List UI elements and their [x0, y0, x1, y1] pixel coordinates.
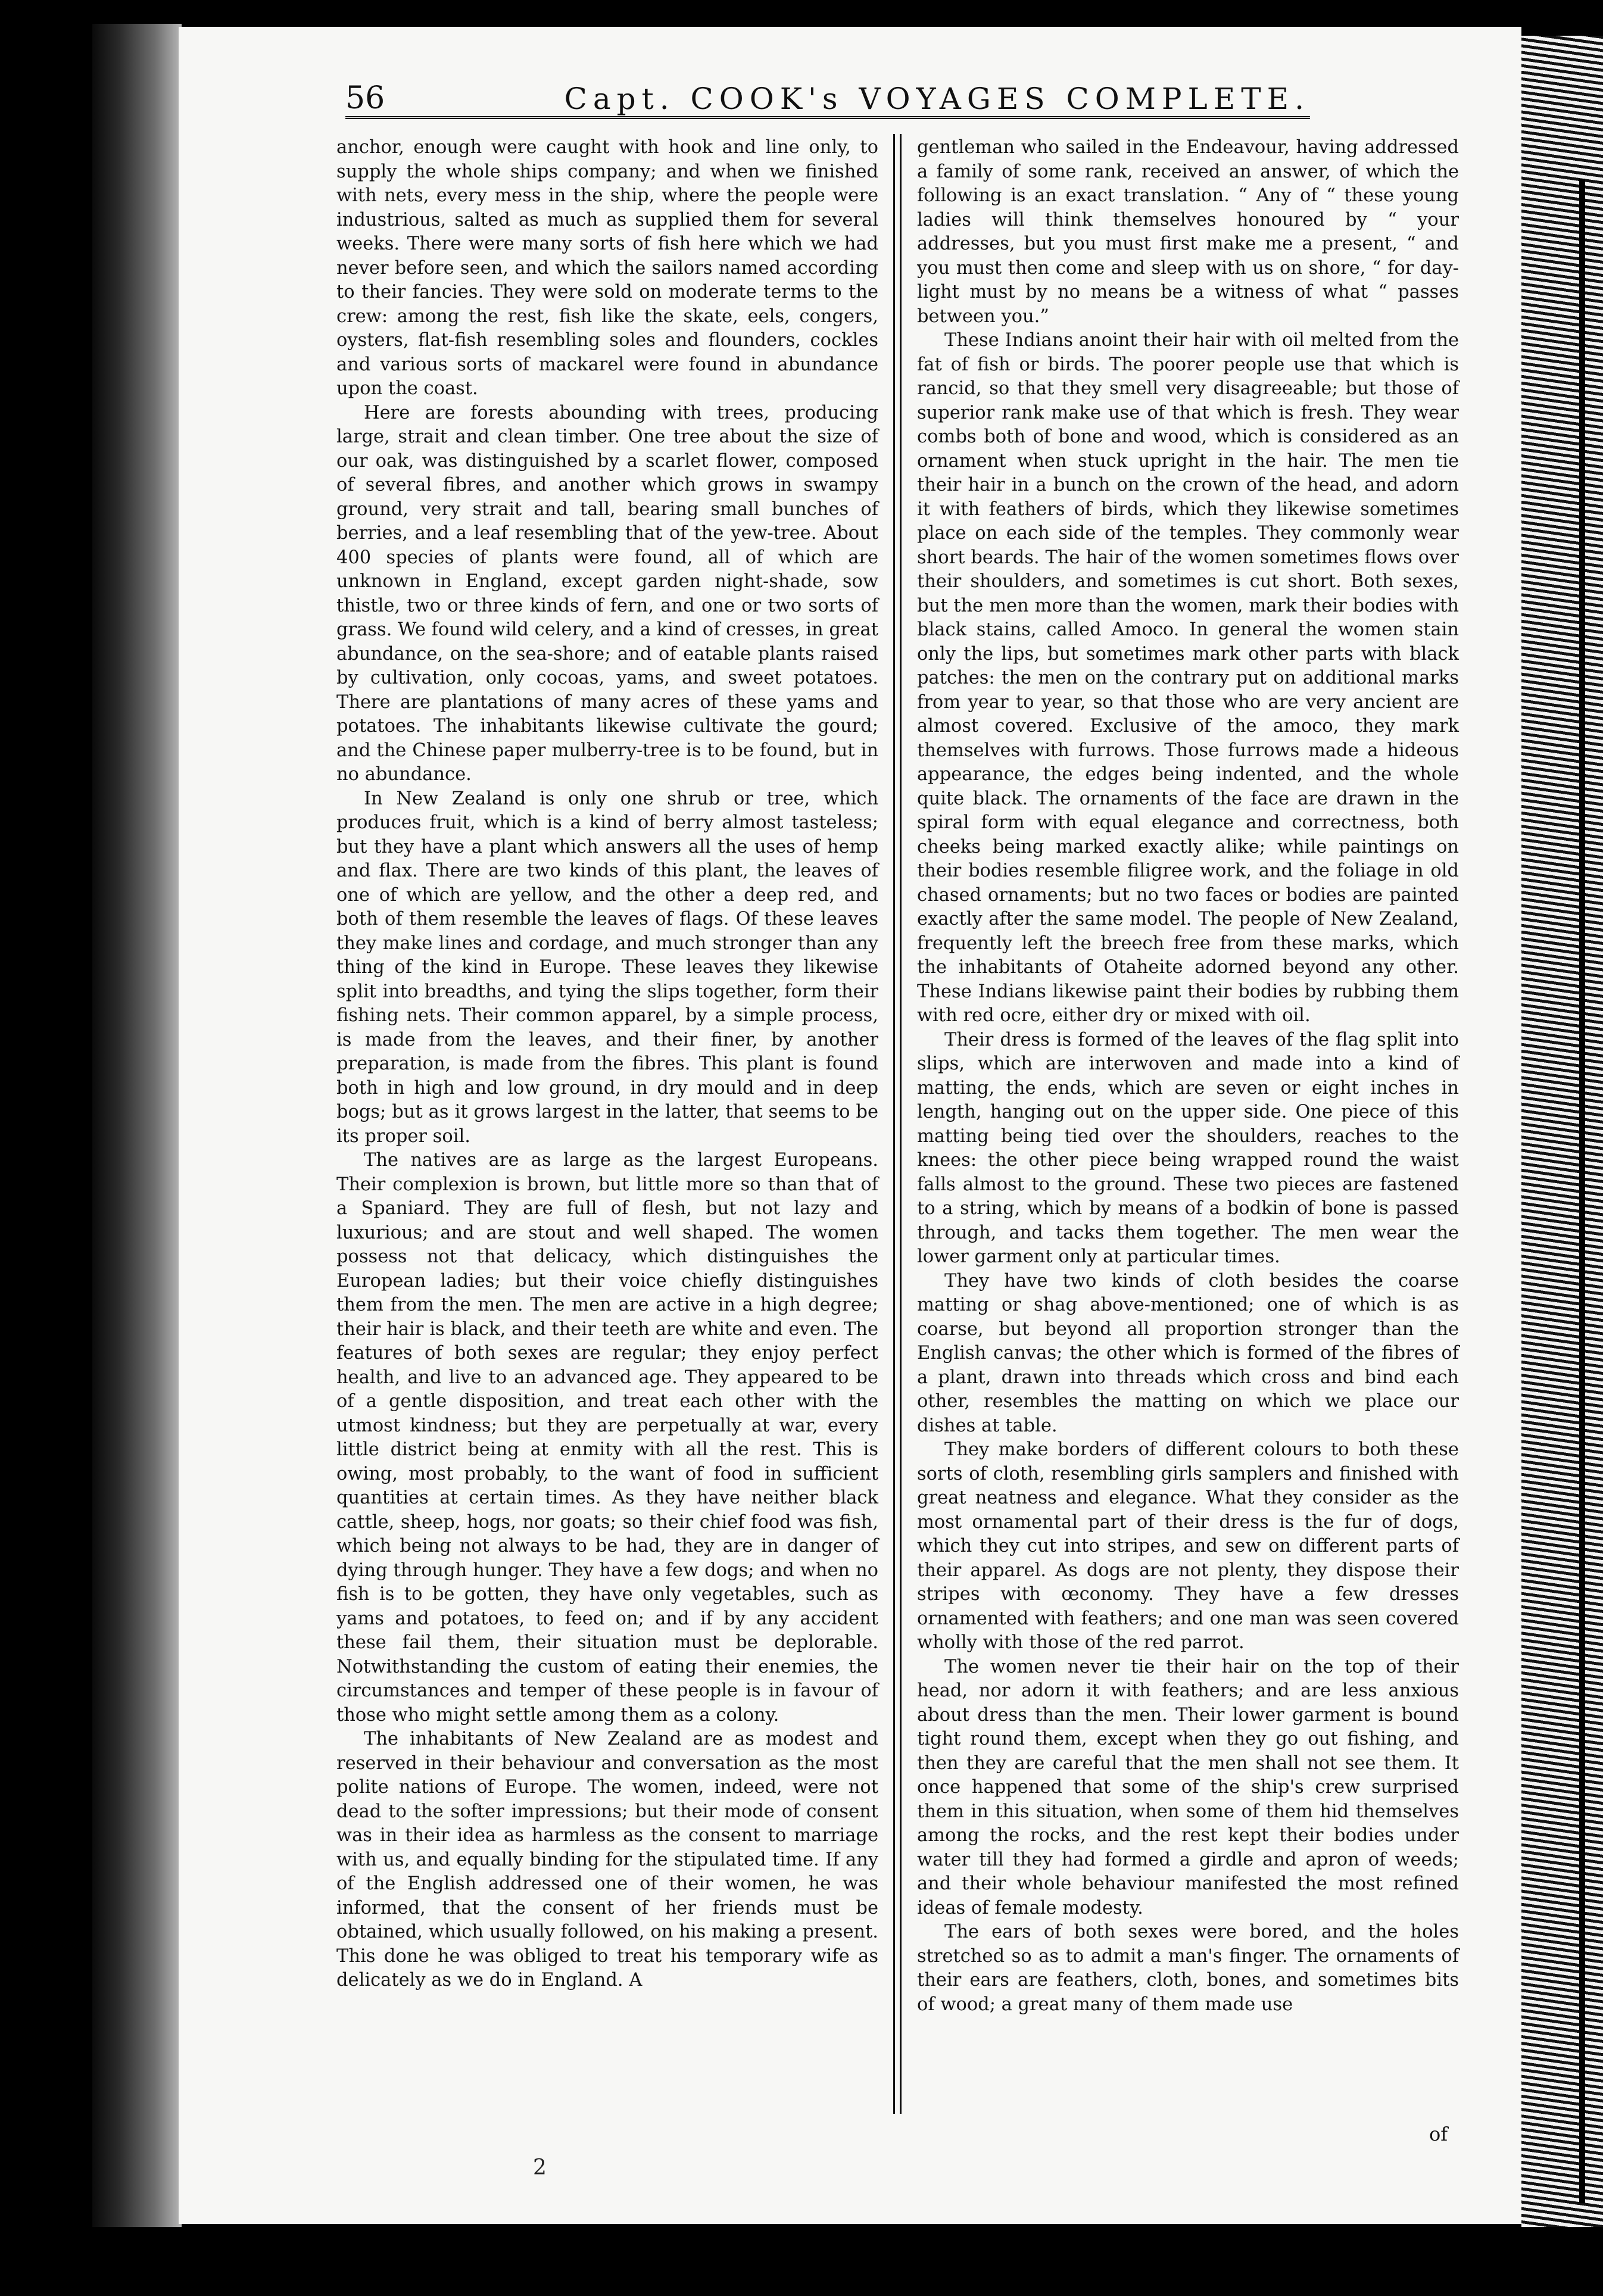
paragraph: gentleman who sailed in the Endeavour, having addressed a family of some rank, received an answer, of which the following is an exact translation. “ Any of “ these young ladies will think themselves honoured by “ your addresses, but you must first make me a present, “ and you must then come and sleep with us on shore, “ for day-light must by no means be a witness of what “ passes between you.” [917, 137, 1459, 327]
paragraph: The inhabitants of New Zealand are as modest and reserved in their behaviour and conversation as the most polite nations of Europe. The women, indeed, were not dead to the softer impressions; but their mode of consent was in their idea as harmless as the consent to marriage with us, and equally binding for the stipulated time. If any of the English addressed one of their women, he was informed, that the consent of her friends must be obtained, which usually followed, on his making a present. This done he was obliged to treat his temporary wife as delicately as we do in England. A [336, 1729, 878, 1991]
paragraph: The natives are as large as the largest Europeans. Their complexion is brown, but little more so than that of a Spaniard. They are full of flesh, but not lazy and luxurious; and are stout and well shaped. The women possess not that delicacy, which distinguishes the European ladies; but their voice chiefly distinguishes them from the men. The men are active in a high degree; their hair is black, and their teeth are white and even. The features of both sexes are regular; they enjoy perfect health, and live to an advanced age. They appeared to be of a gentle disposition, and treat each other with the utmost kindness; but they are perpetually at war, every little district being at enmity with all the rest. This is owing, most probably, to the want of food in sufficient quantities at certain times. As they have neither black cattle, sheep, hogs, nor goats; so their chief food was fish, which being not always to be had, they are in danger of dying through hunger. They have a few dogs; and when no fish is to be gotten, they have only vegetables, such as yams and potatoes, to feed on; and if by any accident these fail them, their situation must be deplorable. Notwithstanding the custom of eating their enemies, the circumstances and temper of these people is in favour of those who might settle among them as a colony. [336, 1150, 878, 1726]
page-number: 56 [345, 80, 385, 116]
paragraph: Here are forests abounding with trees, producing large, strait and clean timber. One tree about the size of our oak, was distinguished by a scarlet flower, composed of several fibres, and another which grows in swampy ground, very strait and tall, bearing small bunches of berries, and a leaf resembling that of the yew-tree. About 400 species of plants were found, all of which are unknown in England, except garden night-shade, sow thistle, two or three kinds of fern, and one or two sorts of grass. We found wild celery, and a kind of cresses, in great abundance, on the sea-shore; and of eatable plants raised by cultivation, only cocoas, yams, and sweet potatoes. There are plantations of many acres of these yams and potatoes. The inhabitants likewise cultivate the gourd; and the Chinese paper mulberry-tree is to be found, but in no abundance. [336, 402, 878, 785]
paragraph: In New Zealand is only one shrub or tree, which produces fruit, which is a kind of berry almost tasteless; but they have a plant which answers all the uses of hemp and flax. There are two kinds of this plant, the leaves of one of which are yellow, and the other a deep red, and both of them resemble the leaves of flags. Of these leaves they make lines and cordage, and much stronger than any thing of the kind in Europe. These leaves they likewise split into breadths, and tying the slips together, form their fishing nets. Their common apparel, by a simple process, is made from the leaves, and their finer, by another preparation, is made from the fibres. This plant is found both in high and low ground, in dry mould and in deep bogs; but as it grows largest in the latter, that seems to be its proper soil. [336, 788, 878, 1147]
signature-mark: 2 [533, 2155, 547, 2180]
left-text-column [336, 136, 878, 1993]
running-header [345, 63, 1310, 119]
column-divider [893, 134, 902, 2114]
paragraph: They make borders of different colours to both these sorts of cloth, resembling girls samplers and finished with great neatness and elegance. What they consider as the most ornamental part of their dress is the fur of dogs, which they cut into stripes, and sew on different parts of their apparel. As dogs are not plenty, they dispose their stripes with œconomy. They have a few dresses ornamented with feathers; and one man was seen covered wholly with those of the red parrot. [917, 1439, 1459, 1653]
facing-page-border [1579, 179, 1585, 2203]
paragraph: Their dress is formed of the leaves of the flag split into slips, which are interwoven and made into a kind of matting, the ends, which are seven or eight inches in length, hanging out on the upper side. One piece of this matting being tied over the shoulders, reaches to the knees: the other piece being wrapped round the waist falls almost to the ground. These two pieces are fastened to a string, which by means of a bodkin of bone is passed through, and tacks them together. The men wear the lower garment only at particular times. [917, 1029, 1459, 1267]
facing-page-edge [1521, 36, 1603, 2227]
paragraph: These Indians anoint their hair with oil melted from the fat of fish or birds. The poorer people use that which is rancid, so that they smell very disagreeable; but those of superior rank make use of that which is fresh. They wear combs both of bone and wood, which is considered as an ornament when stuck upright in the hair. The men tie their hair in a bunch on the crown of the head, and adorn it with feathers of birds, which they likewise sometimes place on each side of the temples. They commonly wear short beards. The hair of the women sometimes flows over their shoulders, and sometimes is cut short. Both sexes, but the men more than the women, mark their bodies with black stains, called Amoco. In general the women stain only the lips, but sometimes mark other parts with black patches: the men on the contrary put on additional marks from year to year, so that those who are very ancient are almost covered. Exclusive of the amoco, they mark themselves with furrows. Those furrows made a hideous appearance, the edges being indented, and the whole quite black. The ornaments of the face are drawn in the spiral form with equal elegance and correctness, both cheeks being marked exactly alike; while paintings on their bodies resemble filigree work, and the foliage in old chased ornaments; but no two faces or bodies are painted exactly after the same model. The people of New Zealand, frequently left the breech free from these marks, which the inhabitants of Otaheite adorned beyond any other. These Indians likewise paint their bodies by rubbing them with red ocre, either dry or mixed with oil. [917, 330, 1459, 1026]
paragraph: They have two kinds of cloth besides the coarse matting or shag above-mentioned; one of which is as coarse, but beyond all proportion stronger than the English canvas; the other which is formed of the fibres of a plant, drawn into threads which cross and bind each other, resembles the matting on which we place our dishes at table. [917, 1270, 1459, 1436]
catchword: of [1429, 2123, 1448, 2145]
paragraph: The women never tie their hair on the top of their head, nor adorn it with feathers; and are less anxious about dress than the men. Their lower garment is bound tight round them, except when they go out fishing, and then they are careful that the men shall not see them. It once happened that some of the ship's crew surprised them in this situation, when some of them hid themselves among the rocks, and the rest kept their bodies under water till they had formed a girdle and apron of weeds; and their whole behaviour manifested the most refined ideas of female modesty. [917, 1656, 1459, 1918]
paragraph: anchor, enough were caught with hook and line only, to supply the whole ships company; and when we finished with nets, every mess in the ship, where the people were industrious, salted as much as supplied them for several weeks. There were many sorts of fish here which we had never before seen, and which the sailors named according to their fancies. They were sold on moderate terms to the crew: among the rest, fish like the skate, eels, congers, oysters, flat-fish resembling soles and flounders, cockles and various sorts of mackarel were found in abundance upon the coast. [336, 137, 878, 399]
paragraph: The ears of both sexes were bored, and the holes stretched so as to admit a man's finger. The ornaments of their ears are feathers, cloth, bones, and sometimes bits of wood; a great many of them made use [917, 1921, 1459, 2015]
running-title: Capt. COOK's VOYAGES COMPLETE. [564, 82, 1310, 116]
right-text-column [917, 136, 1459, 2017]
book-gutter [92, 24, 182, 2227]
